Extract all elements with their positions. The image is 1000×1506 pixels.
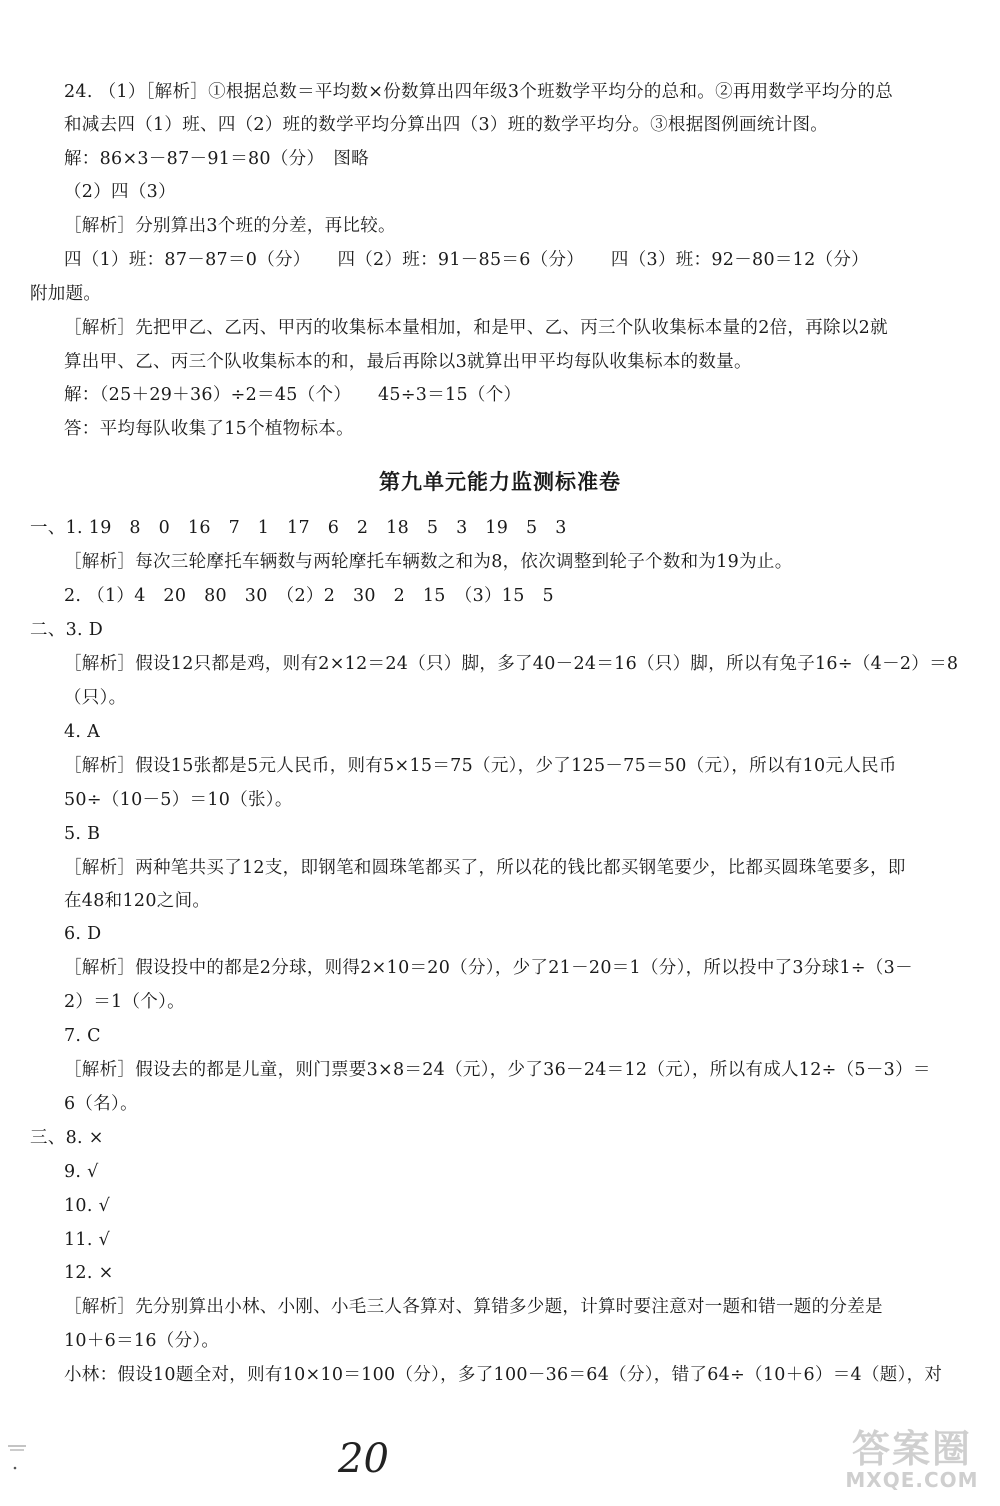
text-line: 24. （1）［解析］①根据总数＝平均数×份数算出四年级3个班数学平均分的总和。②再用数学平均分的总 — [64, 82, 894, 102]
text-line: 在48和120之间。 — [64, 891, 211, 911]
text-line: 12. × — [64, 1263, 114, 1283]
text-line: 四（1）班：87－87＝0（分） 四（2）班：91－85＝6（分） 四（3）班：92－80＝12（分） — [64, 250, 869, 270]
text-line: ［解析］先分别算出小林、小刚、小毛三人各算对、算错多少题，计算时要注意对一题和错一题的分差是 — [64, 1297, 883, 1317]
text-line: 解：86×3－87－91＝80（分） 图略 — [64, 149, 369, 169]
text-line: 2）＝1（个）。 — [64, 992, 185, 1012]
text-line: ［解析］每次三轮摩托车辆数与两轮摩托车辆数之和为8，依次调整到轮子个数和为19为止。 — [64, 552, 793, 572]
text-line: 答：平均每队收集了15个植物标本。 — [64, 419, 354, 439]
watermark-logo — [832, 1418, 992, 1498]
watermark-url: MXQE.COM — [845, 1468, 979, 1492]
text-line: 小林：假设10题全对，则有10×10＝100（分），多了100－36＝64（分），错了64÷（10＋6）＝4（题），对 — [64, 1365, 943, 1385]
text-line: 附加题。 — [30, 284, 102, 304]
text-line: 二、3. D — [30, 620, 104, 640]
text-line: 算出甲、乙、丙三个队收集标本的和，最后再除以3就算出甲平均每队收集标本的数量。 — [64, 352, 752, 372]
text-line: 三、8. × — [30, 1128, 104, 1148]
text-line: 6（名）。 — [64, 1094, 138, 1114]
text-line: 7. C — [64, 1026, 101, 1046]
text-line: 10. √ — [64, 1196, 111, 1216]
margin-mark — [6, 1432, 28, 1472]
text-line: 10＋6＝16（分）。 — [64, 1331, 220, 1351]
text-line: 9. √ — [64, 1162, 99, 1182]
page-number: 20 — [338, 1436, 389, 1482]
text-line: ［解析］先把甲乙、乙丙、甲丙的收集标本量相加，和是甲、乙、丙三个队收集标本量的2倍，再除以2就 — [64, 318, 888, 338]
text-line: ［解析］假设去的都是儿童，则门票要3×8＝24（元），少了36－24＝12（元），所以有成人12÷（5－3）＝ — [64, 1060, 931, 1080]
text-line: 2. （1）4 20 80 30 （2）2 30 2 15 （3）15 5 — [64, 586, 554, 606]
text-line: ［解析］假设投中的都是2分球，则得2×10＝20（分），少了21－20＝1（分），所以投中了3分球1÷（3－ — [64, 958, 913, 978]
watermark-logo-text: 答案圈 — [851, 1427, 972, 1471]
text-line: 5. B — [64, 824, 101, 844]
text-line: 4. A — [64, 722, 101, 742]
text-line: 50÷（10－5）＝10（张）。 — [64, 790, 293, 810]
text-line: ［解析］假设12只都是鸡，则有2×12＝24（只）脚，多了40－24＝16（只）脚，所以有兔子16÷（4－2）＝8 — [64, 654, 959, 674]
text-line: 解：（25＋29＋36）÷2＝45（个） 45÷3＝15（个） — [64, 385, 522, 405]
text-line: 11. √ — [64, 1230, 111, 1250]
text-line: （只）。 — [64, 688, 127, 708]
text-line: 6. D — [64, 924, 102, 944]
text-line: （2）四（3） — [64, 182, 176, 202]
text-line: ［解析］分别算出3个班的分差，再比较。 — [64, 216, 396, 236]
text-line: ［解析］假设15张都是5元人民币，则有5×15＝75（元），少了125－75＝50（元），所以有10元人民币 — [64, 756, 897, 776]
text-line: 一、1. 19 8 0 16 7 1 17 6 2 18 5 3 19 5 3 — [30, 518, 567, 538]
text-line: 和减去四（1）班、四（2）班的数学平均分算出四（3）班的数学平均分。③根据图例画统计图。 — [64, 115, 829, 135]
section-title: 第九单元能力监测标准卷 — [379, 470, 621, 494]
text-line: ［解析］两种笔共买了12支，即钢笔和圆珠笔都买了，所以花的钱比都买钢笔要少，比都买圆珠笔要多，即 — [64, 858, 906, 878]
